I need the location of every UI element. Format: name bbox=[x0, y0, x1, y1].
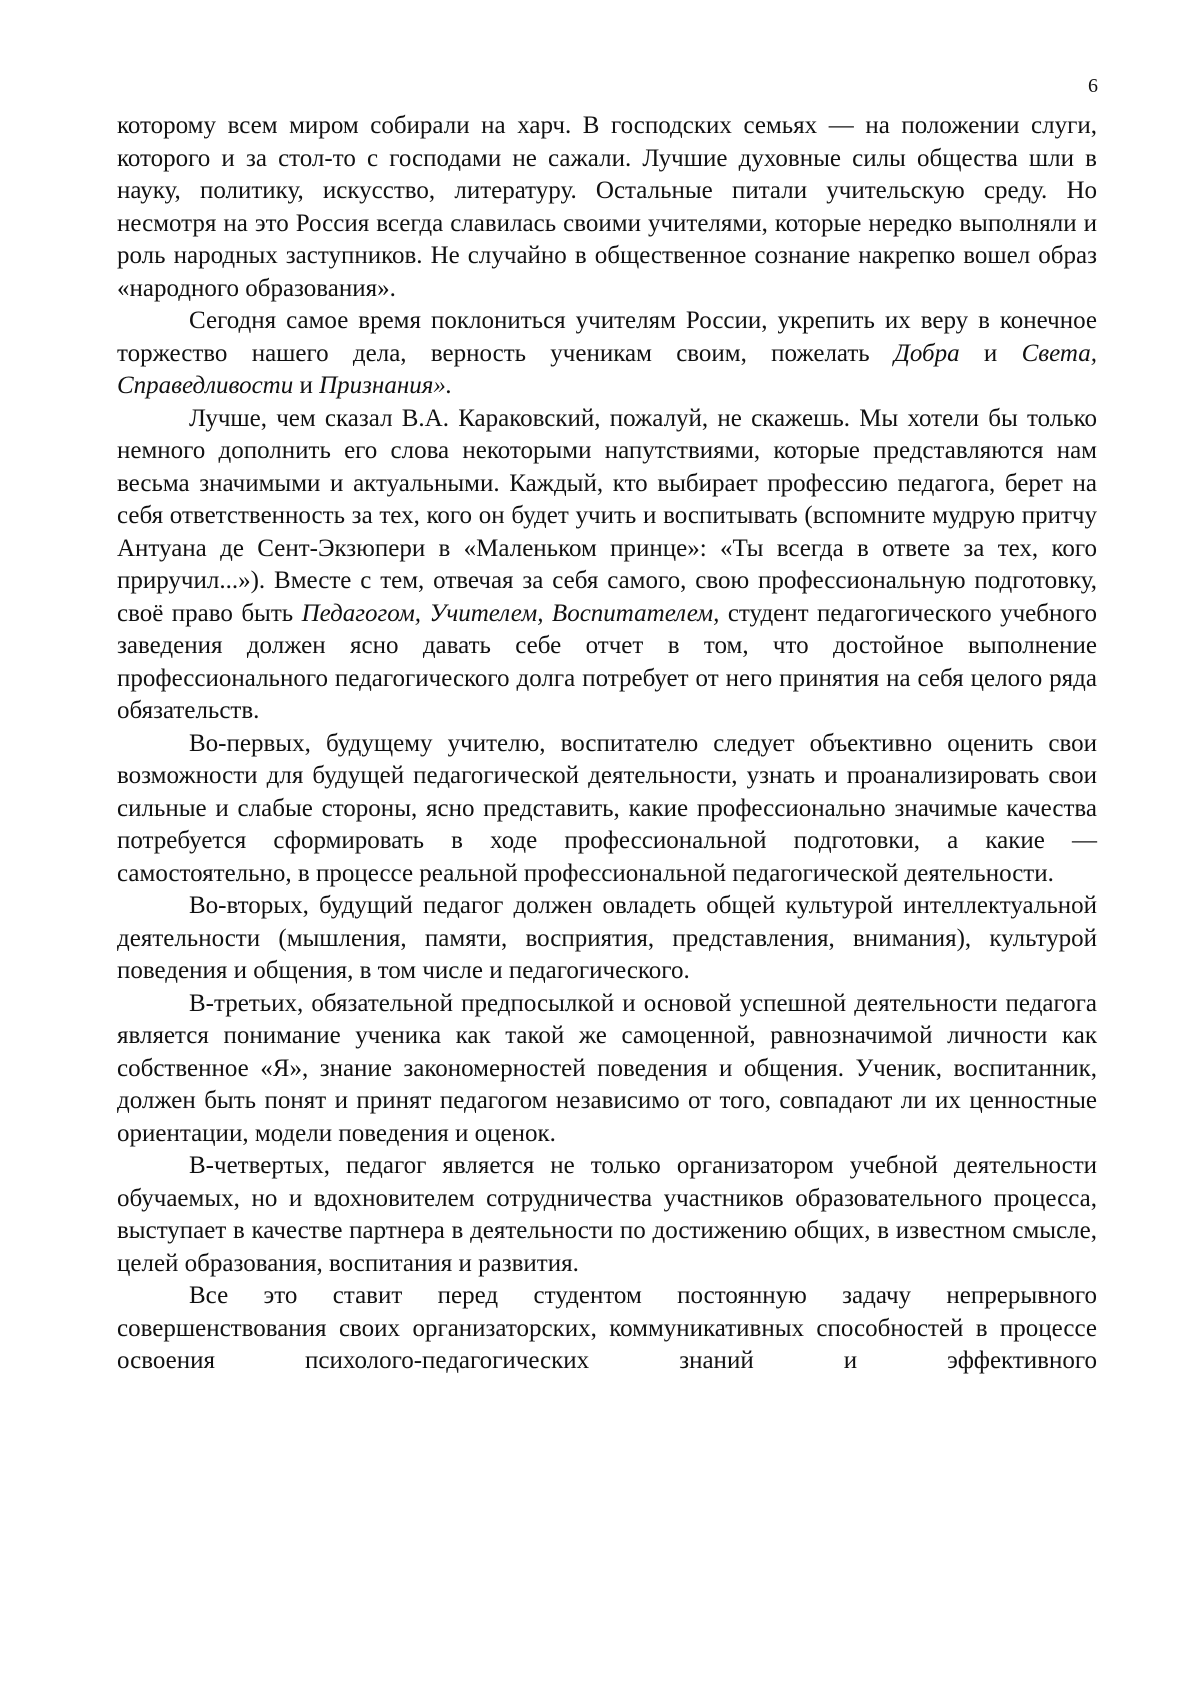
text-segment: Сегодня самое время поклониться учителям России, укрепить их веру в конечное торжество нашего дела, верность ученикам своим, пожелать bbox=[117, 307, 1097, 367]
paragraph bbox=[117, 728, 1097, 891]
text-segment: В-четвертых, педагог является не только организатором учебной деятельности обучаемых, но и вдохновителем сотрудничества участников образовательного процесса, выступает в качестве партнера в деятельности по достижению общих, в известном смысле, целей образования, воспитания и развития. bbox=[117, 1152, 1097, 1277]
page-number: 6 bbox=[1088, 75, 1098, 97]
italic-phrase: Света, Справедливости bbox=[117, 339, 1097, 399]
paragraph bbox=[117, 890, 1097, 988]
paragraph bbox=[117, 403, 1097, 728]
text-segment: и bbox=[959, 339, 1022, 367]
text-segment: Все это ставит перед студентом постоянную задачу непрерывного совершенствования своих организаторских, коммуникативных способностей в процессе освоения психолого-педагогических знаний и эффективного bbox=[117, 1282, 1097, 1374]
italic-phrase: Признания». bbox=[319, 372, 453, 399]
text-segment: Во-первых, будущему учителю, воспитателю следует объективно оценить свои возможности для будущей педагогической деятельности, узнать и проанализировать свои сильные и слабые стороны, ясно представить, какие профессионально значимые качества потребуется сформировать в ходе профессиональной подготовки, а какие — самостоятельно, в процессе реальной профессиональной педагогической деятельности. bbox=[117, 729, 1097, 887]
text-segment: которому всем миром собирали на харч. В господских семьях — на положении слуги, которого и за стол-то с господами не сажали. Лучшие духовные силы общества шли в науку, политику, искусство, литературу. Остальные питали учительскую среду. Но несмотря на это Россия всегда славилась своими учителями, которые нередко выполняли и роль народных заступников. Не случайно в общественное сознание накрепко вошел образ «народного образования». bbox=[117, 112, 1097, 302]
text-segment: студент педагогического учебного заведения должен ясно давать себе отчет в том, что достойное выполнение профессионального педагогического долга потребует от него принятия на себя целого ряда обязательств. bbox=[117, 599, 1097, 724]
paragraph bbox=[117, 305, 1097, 403]
text-segment: Во-вторых, будущий педагог должен овладеть общей культурой интеллектуальной деятельности (мышления, памяти, восприятия, представления, внимания), культурой поведения и общения, в том числе и педагогического. bbox=[117, 892, 1097, 984]
paragraph bbox=[117, 1150, 1097, 1280]
text-segment: В-третьих, обязательной предпосылкой и основой успешной деятельности педагога является понимание ученика как такой же самоценной, равнозначимой личности как собственное «Я», знание закономерностей поведения и общения. Ученик, воспитанник, должен быть понят и принят педагогом независимо от того, совпадают ли их ценностные ориентации, модели поведения и оценок. bbox=[117, 989, 1097, 1147]
text-segment: Лучше, чем сказал В.А. Караковский, пожалуй, не скажешь. Мы хотели бы только немного дополнить его слова некоторыми напутствиями, которые представляются нам весьма значимыми и актуальными. Каждый, кто выбирает профессию педагога, берет на себя ответственность за тех, кого он будет учить и воспитывать (вспомните мудрую притчу Антуана де Сент-Экзюпери в «Маленьком принце»: «Ты всегда в ответе за тех, кого приручил...»). Вместе с тем, отвечая за себя самого, свою профессиональную подготовку, своё право быть bbox=[117, 404, 1097, 627]
italic-phrase: Добра bbox=[893, 339, 960, 367]
body-text bbox=[117, 110, 1097, 1378]
text-segment: и bbox=[293, 372, 320, 399]
paragraph bbox=[117, 1280, 1097, 1378]
paragraph bbox=[117, 988, 1097, 1151]
italic-phrase: Педагогом, Учителем, Воспитателем, bbox=[301, 599, 720, 627]
paragraph bbox=[117, 110, 1097, 305]
